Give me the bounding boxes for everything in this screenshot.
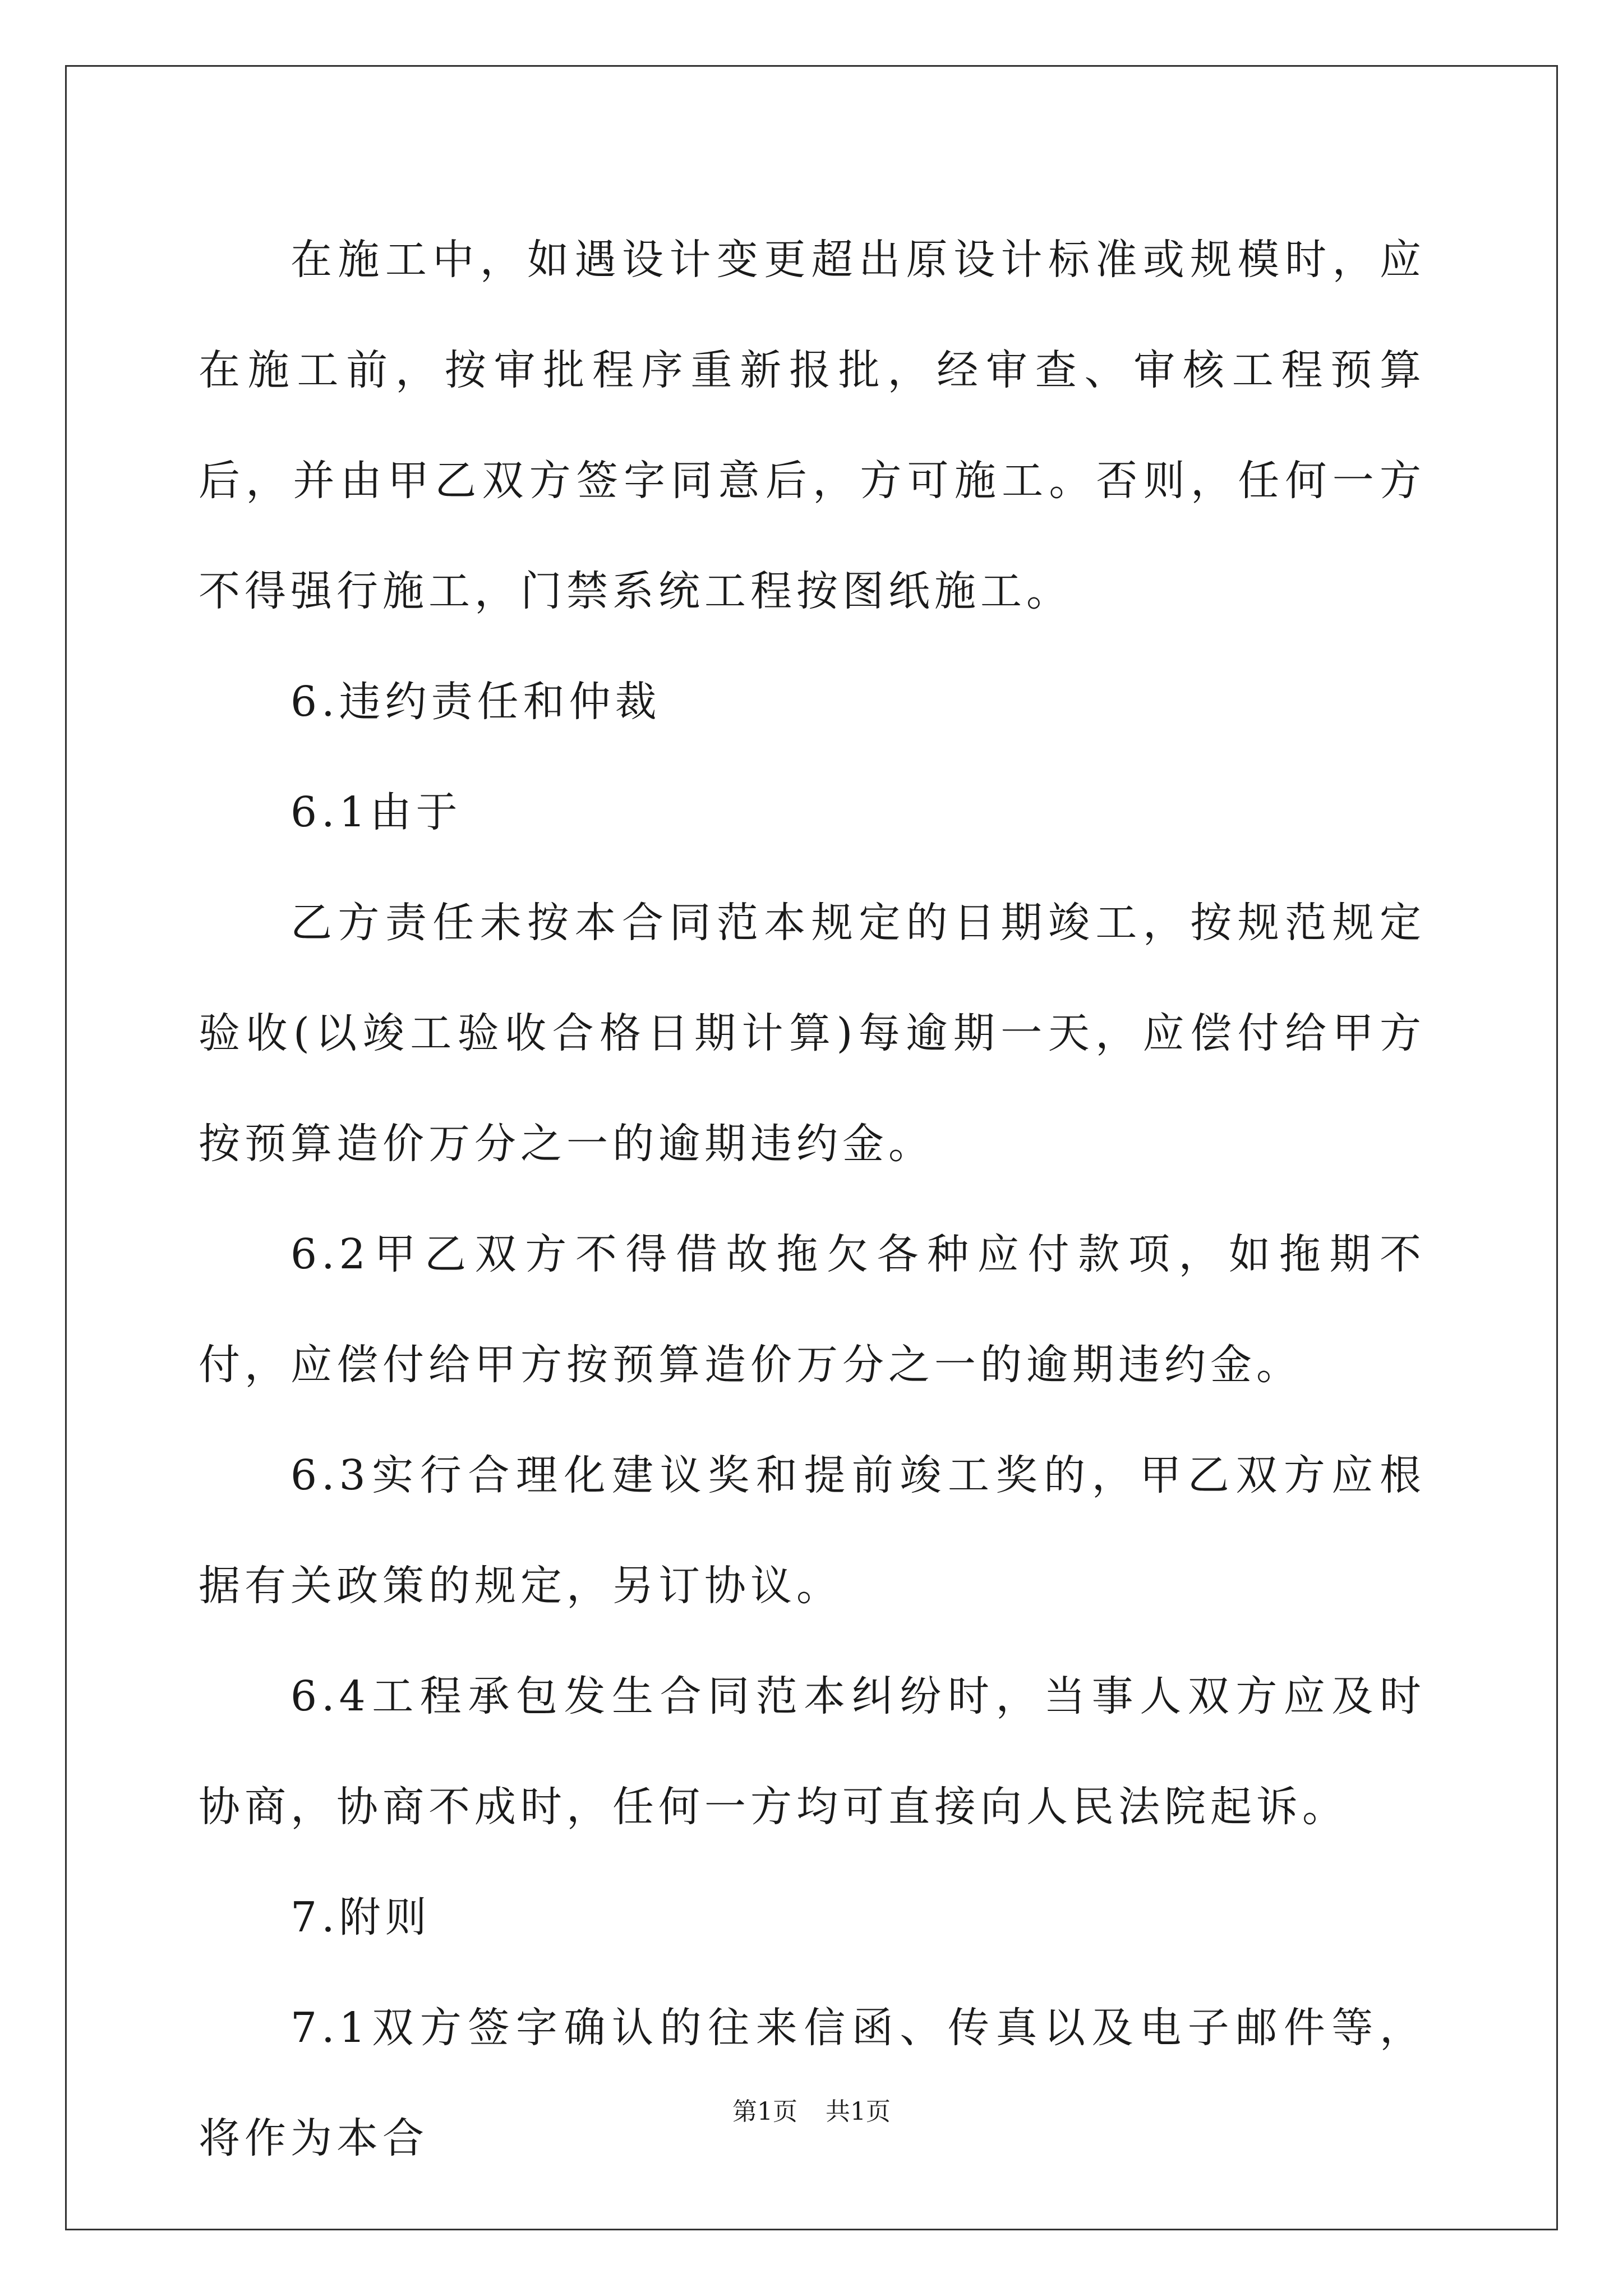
page-total: 共1页 [826, 2097, 891, 2126]
paragraph-design-change: 在施工中，如遇设计变更超出原设计标准或规模时，应在施工前，按审批程序重新报批，经审查、审核工程预算后，并由甲乙双方签字同意后，方可施工。否则，任何一方不得强行施工，门禁系统工程按图纸施工。 [199, 236, 1426, 615]
clause-6-2: 6.2甲乙双方不得借故拖欠各种应付款项，如拖期不付，应偿付给甲方按预算造价万分之一的逾期违约金。 [199, 1230, 1426, 1389]
clause-7-1: 7.1双方签字确认的往来信函、传真以及电子邮件等，将作为本合 [199, 2004, 1426, 2162]
document-body [199, 205, 1426, 2194]
clause-6-1-label: 6.1由于 [291, 788, 462, 836]
heading-liability-arbitration: 6.违约责任和仲裁 [291, 678, 661, 726]
clause-6-3: 6.3实行合理化建议奖和提前竣工奖的，甲乙双方应根据有关政策的规定，另订协议。 [199, 1451, 1426, 1610]
clause-6-4: 6.4工程承包发生合同范本纠纷时，当事人双方应及时协商，协商不成时，任何一方均可直接向人民法院起诉。 [199, 1672, 1426, 1831]
page-number: 第1页 [732, 2097, 797, 2126]
page-footer [0, 2091, 1623, 2127]
clause-6-1-body: 乙方责任未按本合同范本规定的日期竣工，按规范规定验收(以竣工验收合格日期计算)每逾期一天，应偿付给甲方按预算造价万分之一的逾期违约金。 [199, 899, 1426, 1168]
heading-supplementary: 7.附则 [291, 1893, 431, 1941]
